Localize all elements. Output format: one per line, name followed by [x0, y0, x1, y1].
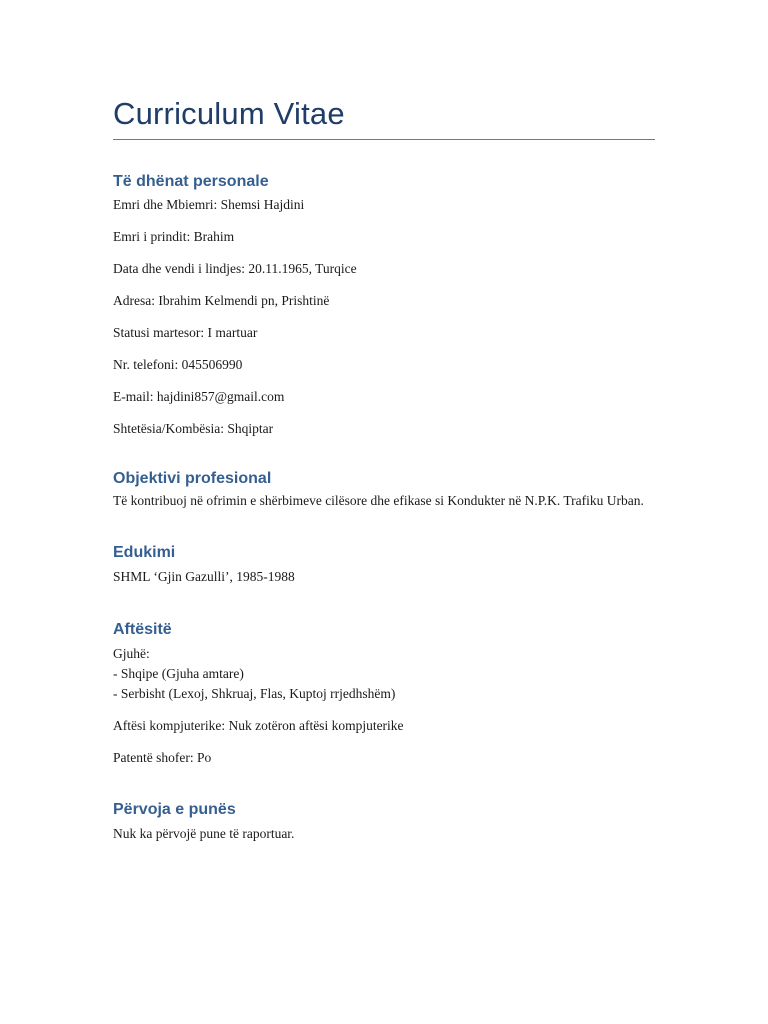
driving-license-line: Patentë shofer: Po: [113, 750, 212, 765]
personal-data-section: [113, 171, 655, 439]
education-text: SHML ‘Gjin Gazulli’, 1985-1988: [113, 569, 295, 584]
skills-section: [113, 619, 655, 768]
marital-status-line: Statusi martesor: I martuar: [113, 325, 258, 340]
title-divider: [113, 139, 655, 140]
objective-section: [113, 468, 655, 511]
languages-label: Gjuhë:: [113, 646, 150, 661]
computer-skills-line: Aftësi kompjuterike: Nuk zotëron aftësi kompjuterike: [113, 718, 404, 733]
experience-heading: Përvoja e punës: [113, 801, 236, 818]
objective-text: Të kontribuoj në ofrimin e shërbimeve cilësore dhe efikase si Kondukter në N.P.K. Trafiku Urban.: [113, 493, 644, 508]
personal-data-heading: Të dhënat personale: [113, 173, 269, 190]
email-line: E-mail: hajdini857@gmail.com: [113, 389, 285, 404]
languages-block: [113, 644, 655, 704]
experience-text: Nuk ka përvojë pune të raportuar.: [113, 826, 295, 841]
page-content: [113, 92, 655, 844]
language-item: - Serbisht (Lexoj, Shkruaj, Flas, Kuptoj rrjedhshëm): [113, 686, 396, 701]
full-name-line: Emri dhe Mbiemri: Shemsi Hajdini: [113, 197, 305, 212]
language-item: - Shqipe (Gjuha amtare): [113, 666, 244, 681]
education-section: [113, 542, 655, 587]
experience-section: [113, 799, 655, 844]
address-line: Adresa: Ibrahim Kelmendi pn, Prishtinë: [113, 293, 330, 308]
parent-name-line: Emri i prindit: Brahim: [113, 229, 235, 244]
birth-date-place-line: Data dhe vendi i lindjes: 20.11.1965, Turqice: [113, 261, 357, 276]
document-title: Curriculum Vitae: [113, 96, 345, 131]
education-heading: Edukimi: [113, 544, 176, 561]
objective-heading: Objektivi profesional: [113, 470, 272, 487]
nationality-line: Shtetësia/Kombësia: Shqiptar: [113, 421, 274, 436]
phone-line: Nr. telefoni: 045506990: [113, 357, 243, 372]
skills-heading: Aftësitë: [113, 621, 172, 638]
